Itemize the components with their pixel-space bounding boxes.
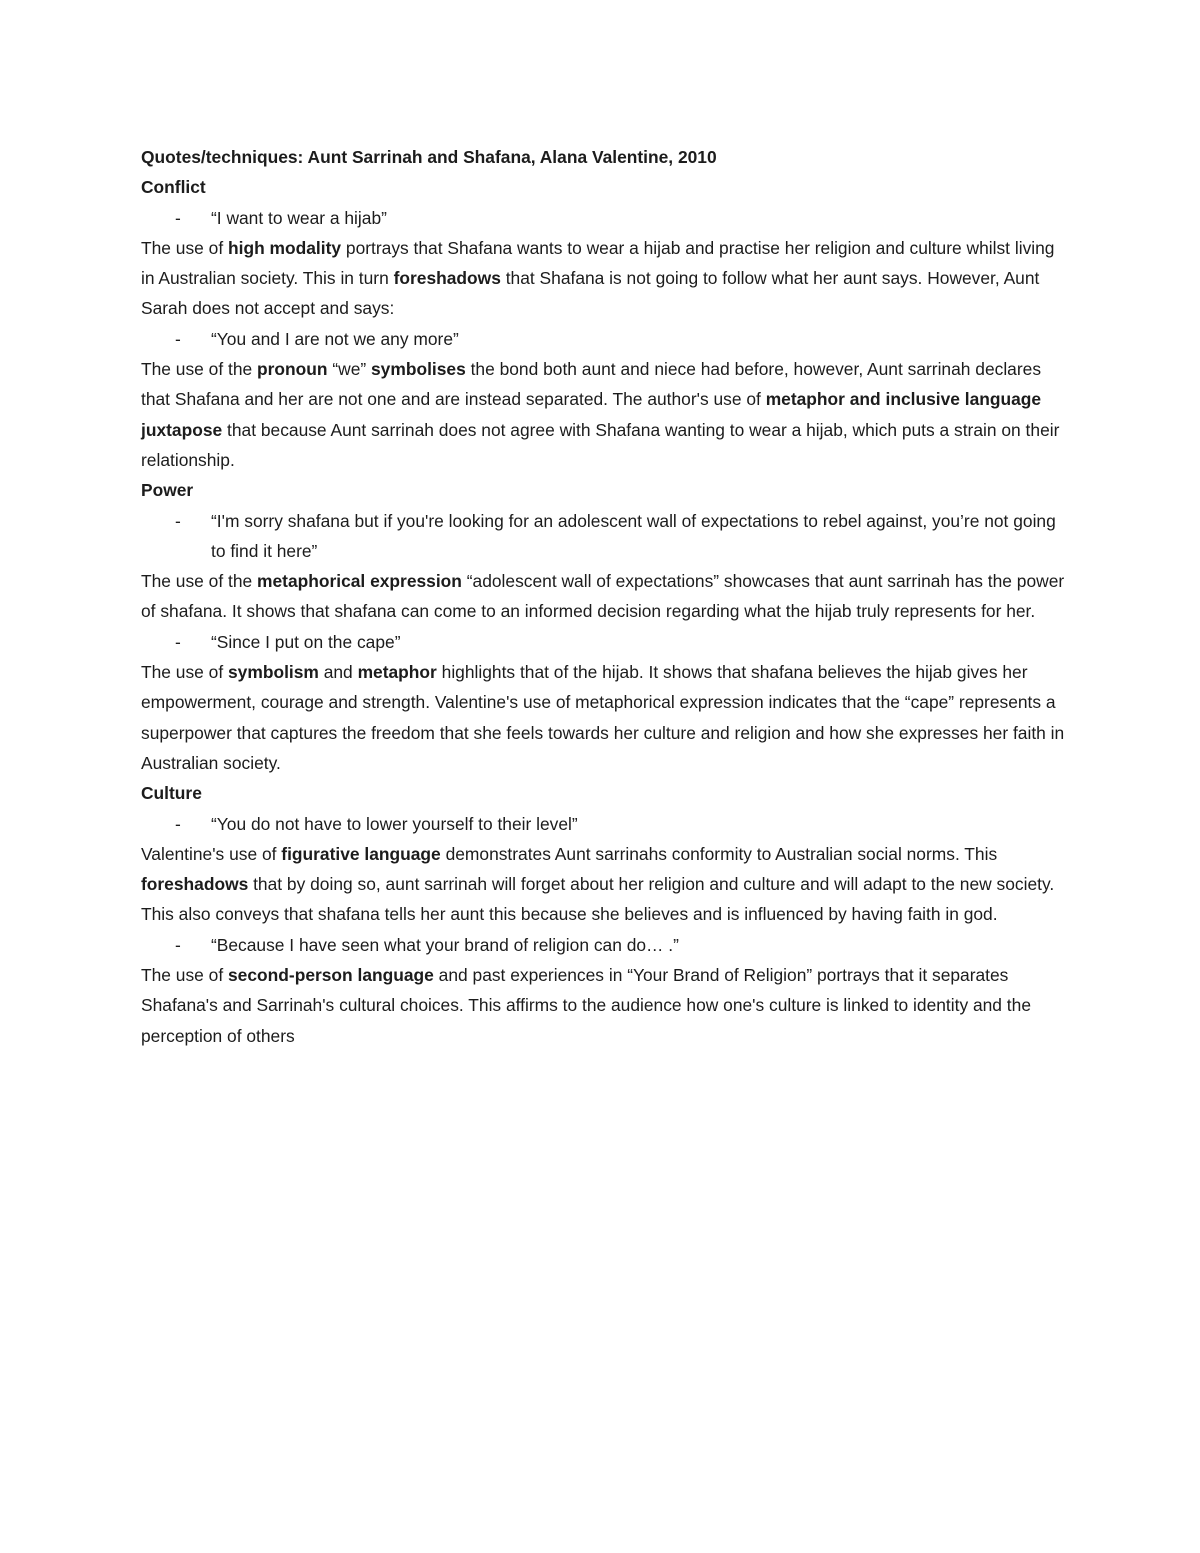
document-sections [141,172,1066,1051]
technique-term: foreshadows [141,874,249,895]
paragraph-text: demonstrates Aunt sarrinahs conformity to Australian social norms. This [440,843,998,864]
quote-text: “Since I put on the cape” [211,631,401,652]
paragraph-text: highlights that of the hijab. It shows that shafana believes the hijab gives her empowerment, courage and strength. Valentine's use of metaphorical expression indicates that the “cape” represents a superpower that captures the freedom that she feels towards her culture and religion and how she expresses her faith in Australian society. [141,662,1065,773]
quote-bullet [141,930,1066,960]
analysis-paragraph [141,657,1066,778]
section-heading-conflict: Conflict [141,177,206,198]
paragraph-text: portrays that Shafana wants to wear a hijab and practise her religion and culture whilst living in Australian society. This in turn [141,237,1055,289]
technique-term: second-person language [228,965,434,986]
paragraph-text: and [318,662,358,683]
technique-term: metaphor and inclusive language juxtapose [141,389,1042,440]
paragraph-text: The use of the [141,571,258,592]
analysis-paragraph [141,839,1066,930]
quote-text: “You and I are not we any more” [211,328,459,349]
paragraph-text: The use of [141,662,229,683]
technique-term: foreshadows [393,268,501,289]
paragraph-text: The use of the [141,359,258,380]
section-heading-culture: Culture [141,783,202,804]
paragraph-text: “we” [327,359,372,380]
quote-bullet [141,506,1066,567]
document-body [141,142,1066,1051]
bullet-dash: - [175,631,181,652]
analysis-paragraph [141,233,1066,324]
technique-term: metaphor [357,662,437,683]
bullet-dash: - [175,510,181,531]
paragraph-text: Valentine's use of [141,843,282,864]
paragraph-text: “adolescent wall of expectations” showcases that aunt sarrinah has the power of shafana. It shows that shafana can come to an informed decision regarding what the hijab truly represents for her. [141,571,1065,622]
paragraph-text: that because Aunt sarrinah does not agree with Shafana wanting to wear a hijab, which puts a strain on their relationship. [141,419,1060,470]
quote-text: “You do not have to lower yourself to their level” [211,813,578,834]
paragraph-text: that Shafana is not going to follow what her aunt says. However, Aunt Sarah does not accept and says: [141,268,1040,319]
quote-text: “I want to wear a hijab” [211,207,387,228]
bullet-dash: - [175,207,181,228]
quote-bullet [141,809,1066,839]
paragraph-text: that by doing so, aunt sarrinah will forget about her religion and culture and will adapt to the new society. This also conveys that shafana tells her aunt this because she believes and is influenced by having faith in god. [141,874,1055,925]
technique-term: symbolism [228,662,319,683]
paragraph-text: The use of [141,237,229,258]
technique-term: metaphorical expression [257,571,462,592]
analysis-paragraph [141,354,1066,475]
paragraph-text: the bond both aunt and niece had before, however, Aunt sarrinah declares that Shafana and her are not one and are instead separated. The author's use of [141,359,1042,410]
quote-text: “Because I have seen what your brand of religion can do… .” [211,934,679,955]
bullet-dash: - [175,934,181,955]
paragraph-text: and past experiences in “Your Brand of Religion” portrays that it separates Shafana's and Sarrinah's cultural choices. This affirms to the audience how one's culture is linked to identity and the perception of others [141,965,1031,1046]
quote-bullet [141,203,1066,233]
analysis-paragraph [141,566,1066,627]
quote-text: “I'm sorry shafana but if you're looking for an adolescent wall of expectations to rebel against, you’re not going to find it here” [211,510,1056,561]
paragraph-text: The use of [141,965,229,986]
technique-term: pronoun [257,359,328,380]
bullet-dash: - [175,813,181,834]
quote-bullet [141,627,1066,657]
bullet-dash: - [175,328,181,349]
quote-bullet [141,324,1066,354]
technique-term: symbolises [371,359,466,380]
technique-term: figurative language [281,843,441,864]
section-heading-power: Power [141,480,194,501]
analysis-paragraph [141,960,1066,1051]
document-title: Quotes/techniques: Aunt Sarrinah and Shafana, Alana Valentine, 2010 [141,147,717,167]
technique-term: high modality [228,237,342,258]
